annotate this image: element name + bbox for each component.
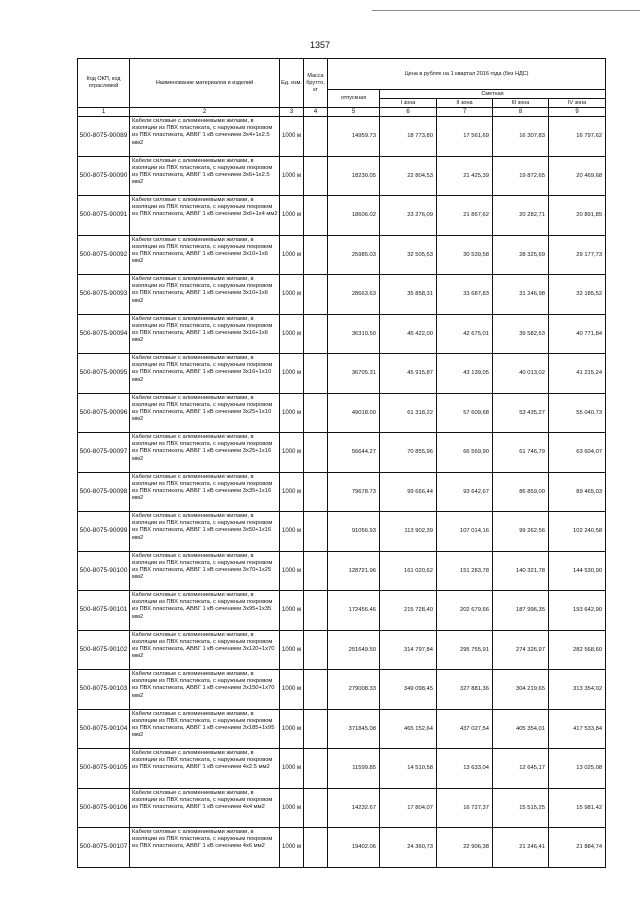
- header-price-group: Цена в рублях на 1 квартал 2016 года (без НДС): [328, 59, 606, 90]
- unit-cell: 1000 м: [280, 788, 304, 828]
- material-name-cell: Кабели силовые с алюминиевыми жилами, в изоляции из ПВХ пластиката, с наружным покровом из ПВХ пластиката, АВВГ 1 кВ сечением 3х120+1х70 мм2: [130, 630, 280, 670]
- zone-2-price-cell: 57 609,68: [437, 393, 493, 433]
- material-name-cell: Кабели силовые с алюминиевыми жилами, в изоляции из ПВХ пластиката, с наружным покровом из ПВХ пластиката, АВВГ 1 кВ сечением 3х25+1х16 мм2: [130, 433, 280, 473]
- price-table: [77, 58, 606, 868]
- okp-code-cell: 500-8075-90099: [78, 512, 130, 552]
- unit-cell: 1000 м: [280, 117, 304, 157]
- mass-cell: [304, 630, 328, 670]
- okp-code-cell: 500-8075-90095: [78, 354, 130, 394]
- zone-1-price-cell: 22 804,53: [380, 156, 437, 196]
- zone-4-price-cell: 89 465,03: [549, 472, 606, 512]
- zone-1-price-cell: 113 902,39: [380, 512, 437, 552]
- header-zone-4: IV зона: [549, 99, 606, 108]
- okp-code-cell: 500-8075-90104: [78, 709, 130, 749]
- zone-4-price-cell: 417 533,84: [549, 709, 606, 749]
- column-number-row: [78, 108, 606, 117]
- unit-cell: 1000 м: [280, 156, 304, 196]
- material-name-cell: Кабели силовые с алюминиевыми жилами, в изоляции из ПВХ пластиката, с наружным покровом из ПВХ пластиката, АВВГ 1 кВ сечением 4х2.5 мм2: [130, 749, 280, 789]
- table-row: [78, 551, 606, 591]
- unit-cell: 1000 м: [280, 196, 304, 236]
- zone-2-price-cell: 93 642,67: [437, 472, 493, 512]
- table-row: [78, 749, 606, 789]
- zone-4-price-cell: 282 568,60: [549, 630, 606, 670]
- zone-2-price-cell: 17 561,69: [437, 117, 493, 157]
- zone-1-price-cell: 349 098,45: [380, 670, 437, 710]
- mass-cell: [304, 472, 328, 512]
- zone-2-price-cell: 437 027,54: [437, 709, 493, 749]
- table-row: [78, 196, 606, 236]
- table-row: [78, 354, 606, 394]
- zone-4-price-cell: 40 771,84: [549, 314, 606, 354]
- unit-cell: 1000 м: [280, 670, 304, 710]
- base-price-cell: 371845.08: [328, 709, 380, 749]
- column-number: 5: [328, 108, 380, 117]
- unit-cell: 1000 м: [280, 354, 304, 394]
- table-row: [78, 670, 606, 710]
- zone-4-price-cell: 13 025,08: [549, 749, 606, 789]
- zone-1-price-cell: 215 728,40: [380, 591, 437, 631]
- header-estimated: Сметная: [380, 90, 606, 99]
- base-price-cell: 28663.63: [328, 275, 380, 315]
- okp-code-cell: 500-8075-90101: [78, 591, 130, 631]
- zone-2-price-cell: 107 014,16: [437, 512, 493, 552]
- table-row: [78, 788, 606, 828]
- unit-cell: 1000 м: [280, 472, 304, 512]
- zone-1-price-cell: 23 276,09: [380, 196, 437, 236]
- table-row: [78, 709, 606, 749]
- zone-4-price-cell: 20 891,85: [549, 196, 606, 236]
- material-name-cell: Кабели силовые с алюминиевыми жилами, в изоляции из ПВХ пластиката, с наружным покровом из ПВХ пластиката, АВВГ 1 кВ сечением 3х6+1х2.5 мм2: [130, 156, 280, 196]
- material-name-cell: Кабели силовые с алюминиевыми жилами, в изоляции из ПВХ пластиката, с наружным покровом из ПВХ пластиката, АВВГ 1 кВ сечением 3х10+1х6 мм2: [130, 275, 280, 315]
- table-row: [78, 156, 606, 196]
- table-row: [78, 275, 606, 315]
- material-name-cell: Кабели силовые с алюминиевыми жилами, в изоляции из ПВХ пластиката, с наружным покровом из ПВХ пластиката, АВВГ 1 кВ сечением 3х150+1х70 мм2: [130, 670, 280, 710]
- zone-2-price-cell: 16 727,37: [437, 788, 493, 828]
- zone-1-price-cell: 32 505,53: [380, 235, 437, 275]
- zone-4-price-cell: 63 604,07: [549, 433, 606, 473]
- material-name-cell: Кабели силовые с алюминиевыми жилами, в изоляции из ПВХ пластиката, с наружным покровом из ПВХ пластиката, АВВГ 1 кВ сечением 3х4+1х2.5 мм2: [130, 117, 280, 157]
- unit-cell: 1000 м: [280, 275, 304, 315]
- zone-2-price-cell: 22 906,38: [437, 828, 493, 868]
- mass-cell: [304, 393, 328, 433]
- header-base-price: отпускная: [328, 90, 380, 108]
- material-name-cell: Кабели силовые с алюминиевыми жилами, в изоляции из ПВХ пластиката, с наружным покровом из ПВХ пластиката, АВВГ 1 кВ сечением 3х185+1х95 мм2: [130, 709, 280, 749]
- zone-2-price-cell: 202 679,66: [437, 591, 493, 631]
- okp-code-cell: 500-8075-90098: [78, 472, 130, 512]
- table-header: [78, 59, 606, 117]
- zone-3-price-cell: 28 325,69: [493, 235, 549, 275]
- unit-cell: 1000 м: [280, 512, 304, 552]
- zone-1-price-cell: 45 422,00: [380, 314, 437, 354]
- unit-cell: 1000 м: [280, 235, 304, 275]
- zone-1-price-cell: 14 510,58: [380, 749, 437, 789]
- column-number: 2: [130, 108, 280, 117]
- zone-2-price-cell: 327 881,36: [437, 670, 493, 710]
- base-price-cell: 279008.33: [328, 670, 380, 710]
- zone-3-price-cell: 405 354,01: [493, 709, 549, 749]
- base-price-cell: 128721.96: [328, 551, 380, 591]
- zone-4-price-cell: 29 177,73: [549, 235, 606, 275]
- zone-3-price-cell: 31 246,98: [493, 275, 549, 315]
- zone-1-price-cell: 35 858,31: [380, 275, 437, 315]
- okp-code-cell: 500-8075-90106: [78, 788, 130, 828]
- table-row: [78, 393, 606, 433]
- unit-cell: 1000 м: [280, 709, 304, 749]
- base-price-cell: 14959.73: [328, 117, 380, 157]
- material-name-cell: Кабели силовые с алюминиевыми жилами, в изоляции из ПВХ пластиката, с наружным покровом из ПВХ пластиката, АВВГ 1 кВ сечением 3х35+1х16 мм2: [130, 472, 280, 512]
- mass-cell: [304, 551, 328, 591]
- base-price-cell: 49018.00: [328, 393, 380, 433]
- mass-cell: [304, 788, 328, 828]
- zone-2-price-cell: 13 633,04: [437, 749, 493, 789]
- zone-3-price-cell: 16 307,83: [493, 117, 549, 157]
- mass-cell: [304, 709, 328, 749]
- table-row: [78, 314, 606, 354]
- top-rule: [372, 10, 640, 11]
- zone-4-price-cell: 41 215,24: [549, 354, 606, 394]
- material-name-cell: Кабели силовые с алюминиевыми жилами, в изоляции из ПВХ пластиката, с наружным покровом из ПВХ пластиката, АВВГ 1 кВ сечением 3х25+1х10 мм2: [130, 393, 280, 433]
- base-price-cell: 251649.50: [328, 630, 380, 670]
- mass-cell: [304, 156, 328, 196]
- zone-3-price-cell: 99 262,56: [493, 512, 549, 552]
- mass-cell: [304, 512, 328, 552]
- material-name-cell: Кабели силовые с алюминиевыми жилами, в изоляции из ПВХ пластиката, с наружным покровом из ПВХ пластиката, АВВГ 1 кВ сечением 3х10+1х6 мм2: [130, 235, 280, 275]
- zone-4-price-cell: 32 185,52: [549, 275, 606, 315]
- zone-2-price-cell: 66 569,90: [437, 433, 493, 473]
- okp-code-cell: 500-8075-90105: [78, 749, 130, 789]
- zone-2-price-cell: 21 867,62: [437, 196, 493, 236]
- zone-1-price-cell: 61 318,22: [380, 393, 437, 433]
- material-name-cell: Кабели силовые с алюминиевыми жилами, в изоляции из ПВХ пластиката, с наружным покровом из ПВХ пластиката, АВВГ 1 кВ сечением 3х16+1х6 мм2: [130, 314, 280, 354]
- base-price-cell: 25985.03: [328, 235, 380, 275]
- zone-3-price-cell: 304 219,65: [493, 670, 549, 710]
- mass-cell: [304, 591, 328, 631]
- zone-4-price-cell: 21 884,74: [549, 828, 606, 868]
- zone-3-price-cell: 86 859,00: [493, 472, 549, 512]
- column-number: 1: [78, 108, 130, 117]
- column-number: 6: [380, 108, 437, 117]
- mass-cell: [304, 670, 328, 710]
- base-price-cell: 79678.73: [328, 472, 380, 512]
- okp-code-cell: 500-8075-90107: [78, 828, 130, 868]
- material-name-cell: Кабели силовые с алюминиевыми жилами, в изоляции из ПВХ пластиката, с наружным покровом из ПВХ пластиката, АВВГ 1 кВ сечением 3х95+1х35 мм2: [130, 591, 280, 631]
- okp-code-cell: 500-8075-90092: [78, 235, 130, 275]
- material-name-cell: Кабели силовые с алюминиевыми жилами, в изоляции из ПВХ пластиката, с наружным покровом из ПВХ пластиката, АВВГ 1 кВ сечением 3х16+1х10 мм2: [130, 354, 280, 394]
- zone-1-price-cell: 17 804,07: [380, 788, 437, 828]
- zone-2-price-cell: 295 755,91: [437, 630, 493, 670]
- mass-cell: [304, 828, 328, 868]
- zone-3-price-cell: 12 645,17: [493, 749, 549, 789]
- header-unit: Ед. изм.: [280, 59, 304, 108]
- zone-3-price-cell: 15 515,25: [493, 788, 549, 828]
- zone-2-price-cell: 30 539,58: [437, 235, 493, 275]
- unit-cell: 1000 м: [280, 551, 304, 591]
- table-row: [78, 472, 606, 512]
- mass-cell: [304, 314, 328, 354]
- zone-3-price-cell: 20 282,71: [493, 196, 549, 236]
- okp-code-cell: 500-8075-90091: [78, 196, 130, 236]
- zone-4-price-cell: 193 642,90: [549, 591, 606, 631]
- page-number: 1357: [309, 40, 331, 50]
- table-row: [78, 117, 606, 157]
- material-name-cell: Кабели силовые с алюминиевыми жилами, в изоляции из ПВХ пластиката, с наружным покровом из ПВХ пластиката, АВВГ 1 кВ сечением 4х6 мм2: [130, 828, 280, 868]
- zone-3-price-cell: 187 996,35: [493, 591, 549, 631]
- okp-code-cell: 500-8075-90100: [78, 551, 130, 591]
- unit-cell: 1000 м: [280, 828, 304, 868]
- okp-code-cell: 500-8075-90090: [78, 156, 130, 196]
- base-price-cell: 18230.05: [328, 156, 380, 196]
- header-zone-2: II зона: [437, 99, 493, 108]
- zone-4-price-cell: 20 469,68: [549, 156, 606, 196]
- table-row: [78, 235, 606, 275]
- zone-3-price-cell: 39 582,63: [493, 314, 549, 354]
- zone-1-price-cell: 18 773,80: [380, 117, 437, 157]
- table-row: [78, 828, 606, 868]
- okp-code-cell: 500-8075-90089: [78, 117, 130, 157]
- zone-4-price-cell: 144 530,90: [549, 551, 606, 591]
- base-price-cell: 56644.27: [328, 433, 380, 473]
- header-name: Наименование материалов и изделий: [130, 59, 280, 108]
- zone-1-price-cell: 70 855,96: [380, 433, 437, 473]
- base-price-cell: 19402.06: [328, 828, 380, 868]
- table-body: [78, 117, 606, 868]
- mass-cell: [304, 354, 328, 394]
- okp-code-cell: 500-8075-90094: [78, 314, 130, 354]
- zone-2-price-cell: 151 283,78: [437, 551, 493, 591]
- mass-cell: [304, 749, 328, 789]
- zone-2-price-cell: 42 675,01: [437, 314, 493, 354]
- table-row: [78, 591, 606, 631]
- material-name-cell: Кабели силовые с алюминиевыми жилами, в изоляции из ПВХ пластиката, с наружным покровом из ПВХ пластиката, АВВГ 1 кВ сечением 3х70+1х25 мм2: [130, 551, 280, 591]
- table-row: [78, 630, 606, 670]
- zone-3-price-cell: 19 872,65: [493, 156, 549, 196]
- material-name-cell: Кабели силовые с алюминиевыми жилами, в изоляции из ПВХ пластиката, с наружным покровом из ПВХ пластиката, АВВГ 1 кВ сечением 3х6+1х4 мм2: [130, 196, 280, 236]
- header-zone-1: I зона: [380, 99, 437, 108]
- okp-code-cell: 500-8075-90097: [78, 433, 130, 473]
- base-price-cell: 91056.93: [328, 512, 380, 552]
- zone-1-price-cell: 99 666,44: [380, 472, 437, 512]
- base-price-cell: 18606.02: [328, 196, 380, 236]
- mass-cell: [304, 196, 328, 236]
- header-zone-3: III зона: [493, 99, 549, 108]
- column-number: 8: [493, 108, 549, 117]
- zone-3-price-cell: 140 321,78: [493, 551, 549, 591]
- column-number: 4: [304, 108, 328, 117]
- okp-code-cell: 500-8075-90102: [78, 630, 130, 670]
- base-price-cell: 14232.67: [328, 788, 380, 828]
- column-number: 9: [549, 108, 606, 117]
- okp-code-cell: 500-8075-90103: [78, 670, 130, 710]
- column-number: 3: [280, 108, 304, 117]
- base-price-cell: 11599.85: [328, 749, 380, 789]
- unit-cell: 1000 м: [280, 393, 304, 433]
- mass-cell: [304, 117, 328, 157]
- zone-4-price-cell: 55 040,73: [549, 393, 606, 433]
- zone-4-price-cell: 16 797,62: [549, 117, 606, 157]
- column-number: 7: [437, 108, 493, 117]
- unit-cell: 1000 м: [280, 433, 304, 473]
- zone-1-price-cell: 465 152,64: [380, 709, 437, 749]
- okp-code-cell: 500-8075-90096: [78, 393, 130, 433]
- header-mass: Масса брутто, кг: [304, 59, 328, 108]
- zone-1-price-cell: 314 797,84: [380, 630, 437, 670]
- zone-4-price-cell: 102 240,58: [549, 512, 606, 552]
- mass-cell: [304, 275, 328, 315]
- table-row: [78, 433, 606, 473]
- table-row: [78, 512, 606, 552]
- zone-2-price-cell: 33 687,83: [437, 275, 493, 315]
- unit-cell: 1000 м: [280, 314, 304, 354]
- unit-cell: 1000 м: [280, 591, 304, 631]
- zone-4-price-cell: 313 354,02: [549, 670, 606, 710]
- base-price-cell: 36705.31: [328, 354, 380, 394]
- zone-3-price-cell: 40 013,02: [493, 354, 549, 394]
- base-price-cell: 36310.50: [328, 314, 380, 354]
- zone-3-price-cell: 53 435,27: [493, 393, 549, 433]
- base-price-cell: 172456.46: [328, 591, 380, 631]
- mass-cell: [304, 433, 328, 473]
- zone-1-price-cell: 24 360,73: [380, 828, 437, 868]
- material-name-cell: Кабели силовые с алюминиевыми жилами, в изоляции из ПВХ пластиката, с наружным покровом из ПВХ пластиката, АВВГ 1 кВ сечением 4х4 мм2: [130, 788, 280, 828]
- zone-3-price-cell: 274 326,97: [493, 630, 549, 670]
- zone-1-price-cell: 45 915,87: [380, 354, 437, 394]
- unit-cell: 1000 м: [280, 630, 304, 670]
- material-name-cell: Кабели силовые с алюминиевыми жилами, в изоляции из ПВХ пластиката, с наружным покровом из ПВХ пластиката, АВВГ 1 кВ сечением 3х50+1х16 мм2: [130, 512, 280, 552]
- header-code: Код ОКП, код отраслевой: [78, 59, 130, 108]
- zone-3-price-cell: 61 746,79: [493, 433, 549, 473]
- zone-2-price-cell: 21 425,39: [437, 156, 493, 196]
- unit-cell: 1000 м: [280, 749, 304, 789]
- zone-3-price-cell: 21 246,41: [493, 828, 549, 868]
- okp-code-cell: 500-8075-90093: [78, 275, 130, 315]
- zone-2-price-cell: 43 139,05: [437, 354, 493, 394]
- zone-4-price-cell: 15 981,42: [549, 788, 606, 828]
- mass-cell: [304, 235, 328, 275]
- zone-1-price-cell: 161 020,62: [380, 551, 437, 591]
